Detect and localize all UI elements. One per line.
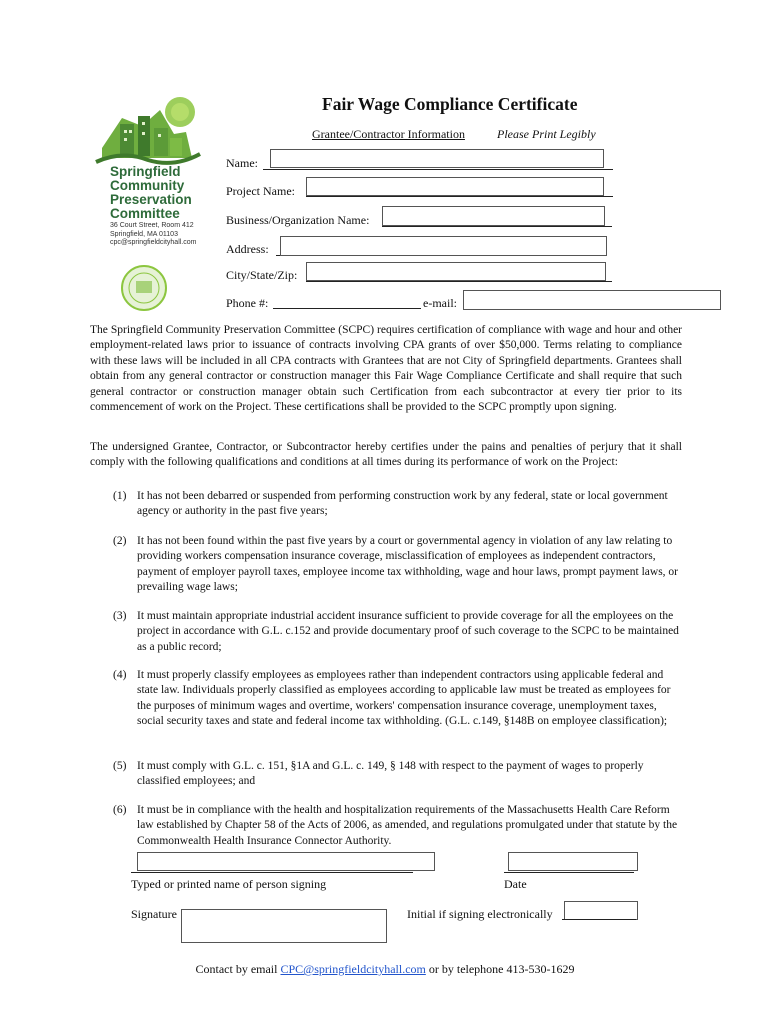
list-item-number: (5) <box>113 760 127 772</box>
list-item-text: It must comply with G.L. c. 151, §1A and G.L. c. 149, § 148 with respect to the payment of wages to properly classified employees; and <box>137 760 644 788</box>
city-state-zip-label: City/State/Zip: <box>226 268 298 282</box>
list-item-number: (6) <box>113 804 127 816</box>
phone-label: Phone #: <box>226 296 269 310</box>
logo-address-line: 36 Court Street, Room 412 <box>110 222 194 229</box>
project-name-input[interactable] <box>306 177 604 196</box>
typed-name-label: Typed or printed name of person signing <box>131 877 327 891</box>
list-item-number: (4) <box>113 669 127 681</box>
list-item-number: (2) <box>113 535 127 547</box>
logo-address-line: Springfield, MA 01103 <box>110 230 178 238</box>
date-input[interactable] <box>508 852 638 871</box>
list-item-text: It must maintain appropriate industrial accident insurance sufficient to provide coverage for all the employees on the project in accordance with G.L. c.152 and provide documentary proof of such coverage to the SCPC to be maintained as a public record; <box>137 610 679 653</box>
typed-name-line <box>131 872 413 873</box>
phone-field[interactable] <box>273 308 421 309</box>
address-label: Address: <box>226 242 269 256</box>
contact-footer <box>0 962 770 977</box>
contact-suffix: or by telephone 413-530-1629 <box>425 962 575 976</box>
certify-paragraph: The undersigned Grantee, Contractor, or Subcontractor hereby certifies under the pains and penalties of perjury that it shall comply with the following qualifications and conditions at all times during its performance of work on the Project: <box>90 441 682 469</box>
print-legibly-note: Please Print Legibly <box>497 127 596 141</box>
contact-email-link[interactable]: CPC@springfieldcityhall.com <box>280 962 426 976</box>
date-label: Date <box>504 877 527 891</box>
email-input[interactable] <box>463 290 721 310</box>
signature-label: Signature <box>131 907 177 921</box>
logo-name-line: Springfield <box>110 164 181 179</box>
typed-name-input[interactable] <box>137 852 435 871</box>
logo-address-line: cpc@springfieldcityhall.com <box>110 239 197 246</box>
logo-name-line: Community <box>110 178 185 193</box>
list-item-text: It has not been debarred or suspended from performing construction work by any federal, state or local government agency or authority in the past five years; <box>137 490 668 518</box>
name-input[interactable] <box>270 149 604 168</box>
logo-address <box>110 222 220 248</box>
contact-prefix: Contact by email <box>195 962 281 976</box>
address-input[interactable] <box>280 236 607 256</box>
initial-label: Initial if signing electronically <box>407 907 553 921</box>
logo-name-line: Preservation <box>110 192 192 207</box>
list-item-text: It has not been found within the past five years by a court or governmental agency in violation of any law relating to providing workers compensation insurance coverage, misclassification of employees as independent contractors, payment of employer payroll taxes, employee income tax withholding, wage and hour laws, prompt payment laws, or prevailing wage laws; <box>137 535 678 594</box>
list-item-text: It must be in compliance with the health and hospitalization requirements of the Massachusetts Health Care Reform law established by Chapter 58 of the Acts of 2006, as amended, and regulations promulgated under that statute by the Commonwealth Health Insurance Connector Authority. <box>137 804 678 847</box>
business-name-label: Business/Organization Name: <box>226 213 370 227</box>
list-item-text: It must properly classify employees as employees rather than independent contractors using applicable federal and state law. Individuals properly classified as employees according to applicable law must be treated as employees for the purposes of minimum wages and overtime, workers' compensation insurance coverage, unemployment taxes, social security taxes and state and federal income tax withholding. (G.L. c.149, §148B on employee classification); <box>137 669 671 728</box>
name-field[interactable] <box>263 169 613 170</box>
date-line <box>504 872 634 873</box>
logo-name <box>110 165 220 221</box>
name-label: Name: <box>226 156 258 170</box>
signature-input[interactable] <box>181 909 387 943</box>
email-label: e-mail: <box>423 296 457 310</box>
list-item-number: (3) <box>113 610 127 622</box>
logo-name-line: Committee <box>110 206 180 221</box>
project-name-label: Project Name: <box>226 184 295 198</box>
project-name-field[interactable] <box>306 196 613 197</box>
city-state-zip-field[interactable] <box>306 281 612 282</box>
intro-paragraph: The Springfield Community Preservation Committee (SCPC) requires certification of compliance with wage and hour and other employment-related laws prior to issuance of contracts involving CPA grants of over $50,000. Terms relating to compliance with these laws will be included in all CPA contracts with Grantees that are not City of Springfield departments. Grantees shall obtain from any general contractor or construction manager this Fair Wage Compliance Certificate and shall require that such general contractor or construction manager obtain such Certification from each subcontractor at every tier prior to its commencement of work on the Project. These certifications shall be provided to the SCPC promptly upon signing. <box>90 324 682 414</box>
page-title: Fair Wage Compliance Certificate <box>322 94 578 114</box>
list-item-number: (1) <box>113 490 127 502</box>
business-name-input[interactable] <box>382 206 605 226</box>
initial-input[interactable] <box>564 901 638 920</box>
city-state-zip-input[interactable] <box>306 262 606 281</box>
section-subheading: Grantee/Contractor Information <box>312 127 465 141</box>
initial-line <box>562 919 636 920</box>
business-name-field[interactable] <box>382 226 612 227</box>
